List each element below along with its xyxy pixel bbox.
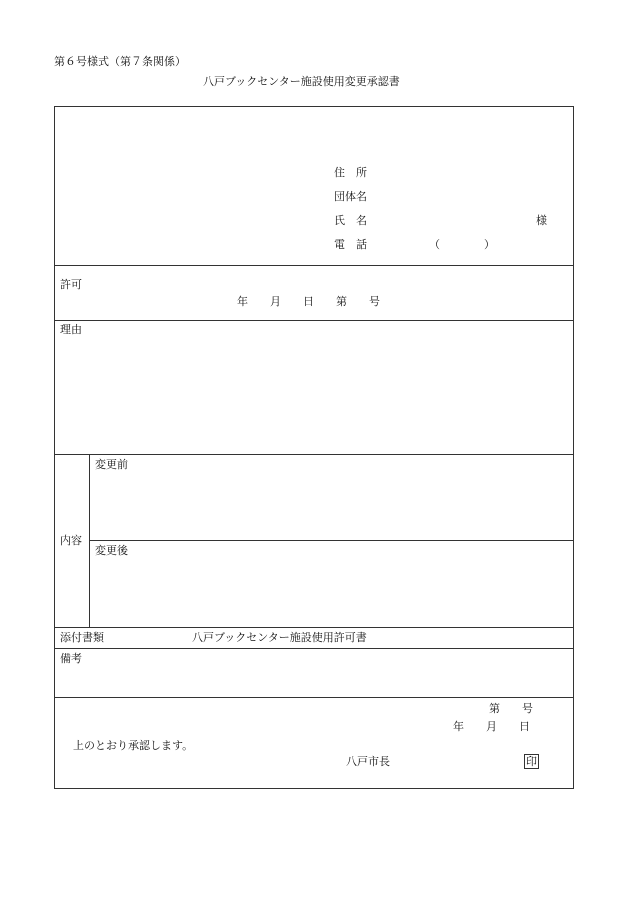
permit-label: 許可: [60, 278, 82, 291]
divider: [89, 540, 573, 541]
phone-label: 電 話: [334, 238, 367, 251]
name-label: 氏 名: [334, 214, 367, 227]
approval-date: 年 月 日: [453, 720, 530, 733]
divider: [55, 265, 573, 266]
approval-statement: 上のとおり承認します。: [73, 739, 194, 752]
change-before-label: 変更前: [95, 458, 128, 471]
attachment-label: 添付書類: [60, 631, 104, 644]
seal-mark: 印: [526, 755, 537, 768]
reason-label: 理由: [60, 323, 82, 336]
form-table: [54, 106, 574, 789]
divider: [55, 454, 573, 455]
divider: [55, 320, 573, 321]
divider: [55, 627, 573, 628]
issuer-title: 八戸市長: [346, 755, 390, 768]
permit-date-number: 年 月 日 第 号: [237, 295, 380, 308]
honorific-sama: 様: [536, 214, 547, 227]
approval-number: 第 号: [489, 702, 533, 715]
change-after-label: 変更後: [95, 544, 128, 557]
attachment-value: 八戸ブックセンター施設使用許可書: [192, 631, 367, 644]
form-number: 第６号様式（第７条関係）: [54, 55, 186, 68]
content-label: 内容: [60, 534, 82, 547]
organization-label: 団体名: [334, 190, 367, 203]
document-title: 八戸ブックセンター施設使用変更承認書: [203, 75, 400, 88]
address-label: 住 所: [334, 166, 367, 179]
remarks-label: 備考: [60, 652, 82, 665]
divider: [55, 697, 573, 698]
phone-area-code-parens: （ ）: [429, 238, 495, 251]
divider: [55, 648, 573, 649]
